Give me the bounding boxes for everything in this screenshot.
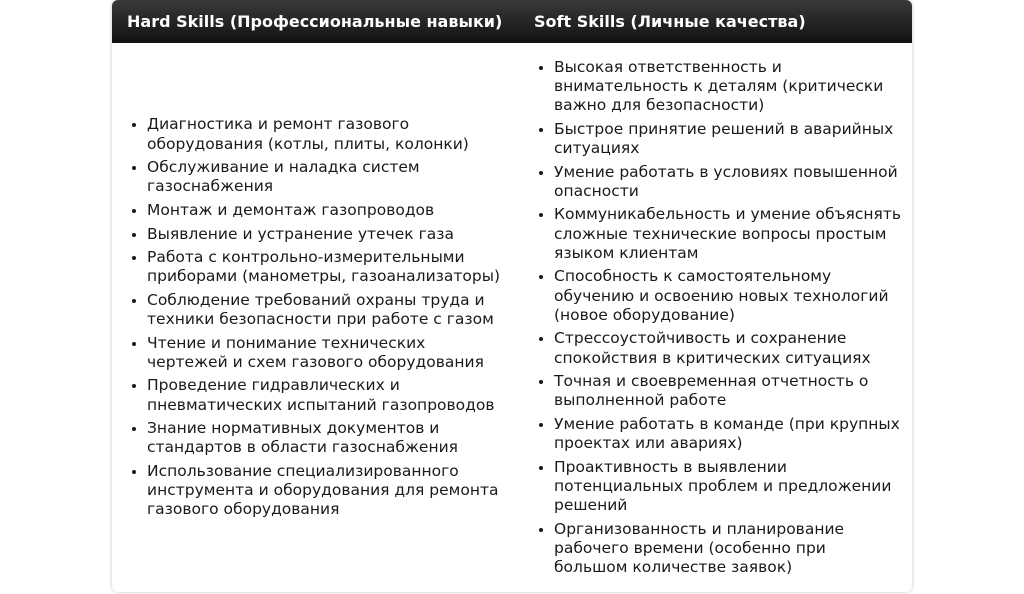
soft-skill-item: • Умение работать в условиях повышенной опасности [554, 163, 902, 201]
soft-skill-item: • Коммуникабельность и умение объяснять сложные технические вопросы простым языком клиентам [554, 205, 902, 263]
hard-skill-item: • Диагностика и ремонт газового оборудования (котлы, плиты, колонки) [147, 115, 505, 153]
hard-skill-item: • Использование специализированного инструмента и оборудования для ремонта газового оборудования [147, 462, 505, 520]
hard-skill-item: • Выявление и устранение утечек газа [147, 225, 505, 244]
soft-skill-item: • Высокая ответственность и внимательность к деталям (критически важно для безопасности) [554, 58, 902, 116]
hard-skill-item: • Соблюдение требований охраны труда и техники безопасности при работе с газом [147, 291, 505, 329]
soft-skill-item: • Точная и своевременная отчетность о выполненной работе [554, 372, 902, 410]
soft-skill-item: • Способность к самостоятельному обучению и освоению новых технологий (новое оборудование) [554, 267, 902, 325]
soft-skill-item: • Умение работать в команде (при крупных проектах или авариях) [554, 415, 902, 453]
hard-skill-item: • Работа с контрольно-измерительными приборами (манометры, газоанализаторы) [147, 248, 505, 286]
hard-skill-item: • Чтение и понимание технических чертежей и схем газового оборудования [147, 334, 505, 372]
table-header [112, 0, 912, 43]
hard-skills-list [112, 115, 505, 519]
soft-skill-item: • Стрессоустойчивость и сохранение спокойствия в критических ситуациях [554, 329, 902, 367]
hard-skill-item: • Проведение гидравлических и пневматических испытаний газопроводов [147, 376, 505, 414]
hard-skill-item: • Обслуживание и наладка систем газоснабжения [147, 158, 505, 196]
soft-skills-header: Soft Skills (Личные качества) [534, 12, 806, 31]
soft-skill-item: • Проактивность в выявлении потенциальных проблем и предложении решений [554, 458, 902, 516]
hard-skill-item: • Знание нормативных документов и стандартов в области газоснабжения [147, 419, 505, 457]
soft-skill-item: • Организованность и планирование рабочего времени (особенно при большом количестве заявок) [554, 520, 902, 578]
table-body [112, 43, 912, 592]
soft-skills-column [519, 43, 912, 592]
soft-skill-item: • Быстрое принятие решений в аварийных ситуациях [554, 120, 902, 158]
skills-table [112, 0, 912, 592]
hard-skills-column [112, 43, 519, 592]
soft-skills-list [519, 58, 902, 578]
hard-skill-item: • Монтаж и демонтаж газопроводов [147, 201, 505, 220]
hard-skills-header: Hard Skills (Профессиональные навыки) [127, 12, 503, 31]
